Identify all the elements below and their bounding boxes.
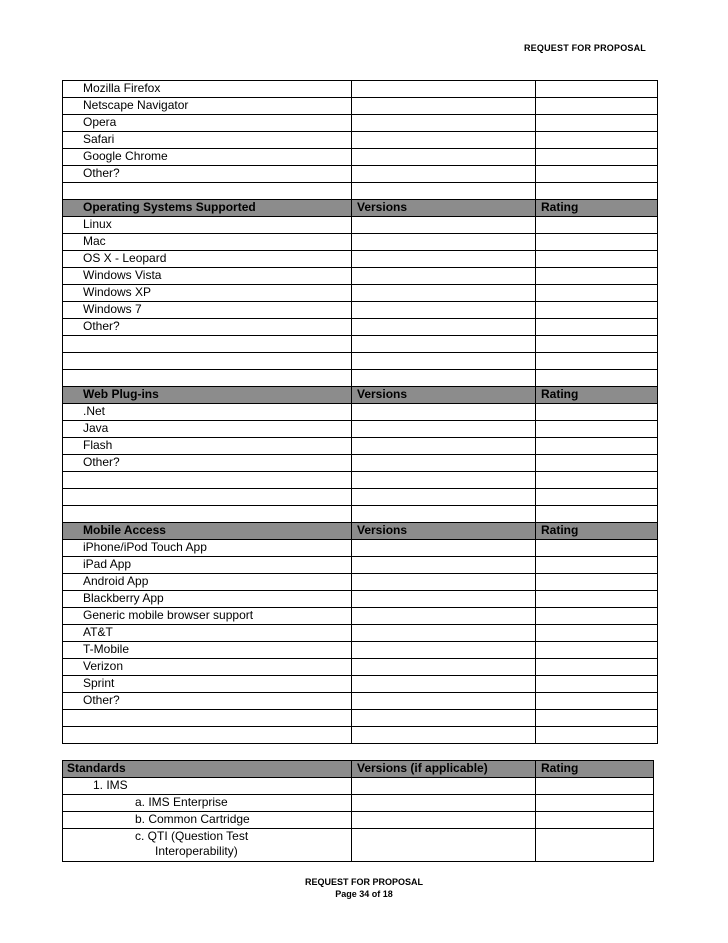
versions-header: Versions (if applicable) [352, 761, 536, 778]
versions-cell[interactable] [352, 217, 536, 234]
row-label: Other? [63, 166, 352, 183]
versions-cell[interactable] [352, 115, 536, 132]
versions-cell[interactable] [352, 455, 536, 472]
table-row [63, 642, 658, 659]
row-label-continuation: Interoperability) [155, 844, 238, 858]
versions-header: Versions [352, 387, 536, 404]
row-label: Safari [63, 132, 352, 149]
row-label: Other? [63, 693, 352, 710]
table-row [63, 98, 658, 115]
versions-cell[interactable] [352, 625, 536, 642]
versions-cell[interactable] [352, 591, 536, 608]
versions-cell[interactable] [352, 608, 536, 625]
versions-cell[interactable] [352, 778, 536, 795]
versions-cell[interactable] [352, 81, 536, 98]
empty-row [63, 472, 658, 489]
table-row [63, 166, 658, 183]
table-row [63, 115, 658, 132]
table-row [63, 285, 658, 302]
row-label: Netscape Navigator [63, 98, 352, 115]
section-header-mobile [63, 523, 658, 540]
page-header: REQUEST FOR PROPOSAL [523, 43, 646, 53]
versions-cell[interactable] [352, 438, 536, 455]
rating-cell[interactable] [536, 404, 658, 421]
versions-cell[interactable] [352, 268, 536, 285]
row-label: Mozilla Firefox [63, 81, 352, 98]
table-row [63, 659, 658, 676]
footer-title: REQUEST FOR PROPOSAL [304, 877, 423, 887]
section-header-plugins [63, 387, 658, 404]
empty-row [63, 710, 658, 727]
table-row [63, 132, 658, 149]
row-label: Linux [63, 217, 352, 234]
row-label: 1. IMS [63, 778, 352, 795]
versions-cell[interactable] [352, 642, 536, 659]
versions-cell[interactable] [352, 166, 536, 183]
table-row [63, 302, 658, 319]
versions-cell[interactable] [352, 285, 536, 302]
page-footer [0, 876, 728, 900]
rating-cell[interactable] [536, 149, 658, 166]
section-title: Web Plug-ins [63, 387, 352, 404]
row-label: Blackberry App [63, 591, 352, 608]
versions-cell[interactable] [352, 132, 536, 149]
rating-cell[interactable] [536, 574, 658, 591]
versions-cell[interactable] [352, 98, 536, 115]
rating-cell[interactable] [536, 421, 658, 438]
versions-cell[interactable] [352, 319, 536, 336]
empty-row [63, 353, 658, 370]
empty-row [63, 183, 658, 200]
rating-cell[interactable] [536, 319, 658, 336]
versions-cell[interactable] [352, 404, 536, 421]
row-label: Flash [63, 438, 352, 455]
section-title: Mobile Access [63, 523, 352, 540]
table-row [63, 455, 658, 472]
empty-row [63, 489, 658, 506]
empty-row [63, 370, 658, 387]
row-label: AT&T [63, 625, 352, 642]
versions-cell[interactable] [352, 149, 536, 166]
rating-header: Rating [536, 523, 658, 540]
table-row [63, 574, 658, 591]
rating-cell[interactable] [536, 217, 658, 234]
rating-cell[interactable] [536, 659, 658, 676]
table-row [63, 81, 658, 98]
rating-cell[interactable] [536, 166, 658, 183]
row-label: Sprint [63, 676, 352, 693]
table-row [63, 217, 658, 234]
table-row [63, 557, 658, 574]
rating-cell[interactable] [536, 540, 658, 557]
rating-cell[interactable] [536, 608, 658, 625]
table-row [63, 778, 654, 795]
table-row [63, 234, 658, 251]
rating-cell[interactable] [536, 251, 658, 268]
table-row [63, 319, 658, 336]
row-label-line: c. QTI (Question Test [135, 829, 249, 843]
row-label: Windows 7 [63, 302, 352, 319]
table-row [63, 608, 658, 625]
rating-cell[interactable] [536, 268, 658, 285]
rating-cell[interactable] [536, 795, 654, 812]
versions-cell[interactable] [352, 574, 536, 591]
section-header-standards [63, 761, 654, 778]
rating-cell[interactable] [536, 591, 658, 608]
table-row [63, 421, 658, 438]
row-label: iPad App [63, 557, 352, 574]
table-row [63, 812, 654, 829]
rating-cell[interactable] [536, 557, 658, 574]
versions-cell[interactable] [352, 693, 536, 710]
versions-cell[interactable] [352, 676, 536, 693]
rating-cell[interactable] [536, 642, 658, 659]
section-header-os [63, 200, 658, 217]
table-row [63, 693, 658, 710]
row-label: Android App [63, 574, 352, 591]
row-label: Windows XP [63, 285, 352, 302]
rating-cell[interactable] [536, 625, 658, 642]
rating-cell[interactable] [536, 676, 658, 693]
versions-cell[interactable] [352, 540, 536, 557]
row-label: Google Chrome [63, 149, 352, 166]
row-label: Opera [63, 115, 352, 132]
rating-cell[interactable] [536, 115, 658, 132]
table-row [63, 795, 654, 812]
rating-cell[interactable] [536, 302, 658, 319]
table-row [63, 149, 658, 166]
row-label: Java [63, 421, 352, 438]
table-row [63, 829, 654, 862]
row-label: a. IMS Enterprise [63, 795, 352, 812]
rating-cell[interactable] [536, 81, 658, 98]
page-number: Page 34 of 18 [335, 889, 393, 899]
row-label: Other? [63, 319, 352, 336]
table-row [63, 404, 658, 421]
standards-table [62, 760, 654, 862]
rating-cell[interactable] [536, 778, 654, 795]
versions-cell[interactable] [352, 251, 536, 268]
versions-cell[interactable] [352, 812, 536, 829]
row-label: Generic mobile browser support [63, 608, 352, 625]
table-row [63, 251, 658, 268]
rating-cell[interactable] [536, 234, 658, 251]
table-row [63, 438, 658, 455]
table-row [63, 676, 658, 693]
table-row [63, 591, 658, 608]
versions-cell[interactable] [352, 234, 536, 251]
versions-cell[interactable] [352, 829, 536, 862]
row-label: Windows Vista [63, 268, 352, 285]
row-label: Mac [63, 234, 352, 251]
versions-cell[interactable] [352, 659, 536, 676]
row-label [63, 829, 352, 862]
versions-cell[interactable] [352, 302, 536, 319]
rating-cell[interactable] [536, 829, 654, 862]
table-row [63, 625, 658, 642]
row-label: Other? [63, 455, 352, 472]
versions-header: Versions [352, 200, 536, 217]
versions-cell[interactable] [352, 795, 536, 812]
table-row [63, 540, 658, 557]
rating-cell[interactable] [536, 693, 658, 710]
section-title: Standards [63, 761, 352, 778]
rating-cell[interactable] [536, 438, 658, 455]
empty-row [63, 336, 658, 353]
row-label: T-Mobile [63, 642, 352, 659]
row-label: OS X - Leopard [63, 251, 352, 268]
row-label: iPhone/iPod Touch App [63, 540, 352, 557]
row-label: Verizon [63, 659, 352, 676]
empty-row [63, 727, 658, 744]
empty-row [63, 506, 658, 523]
rating-header: Rating [536, 387, 658, 404]
versions-header: Versions [352, 523, 536, 540]
versions-cell[interactable] [352, 421, 536, 438]
rating-cell[interactable] [536, 285, 658, 302]
versions-cell[interactable] [352, 557, 536, 574]
row-label: b. Common Cartridge [63, 812, 352, 829]
row-label: .Net [63, 404, 352, 421]
requirements-table [62, 80, 658, 744]
rating-cell[interactable] [536, 98, 658, 115]
rating-cell[interactable] [536, 812, 654, 829]
rating-header: Rating [536, 200, 658, 217]
rating-header: Rating [536, 761, 654, 778]
rating-cell[interactable] [536, 455, 658, 472]
rating-cell[interactable] [536, 132, 658, 149]
table-row [63, 268, 658, 285]
section-title: Operating Systems Supported [63, 200, 352, 217]
